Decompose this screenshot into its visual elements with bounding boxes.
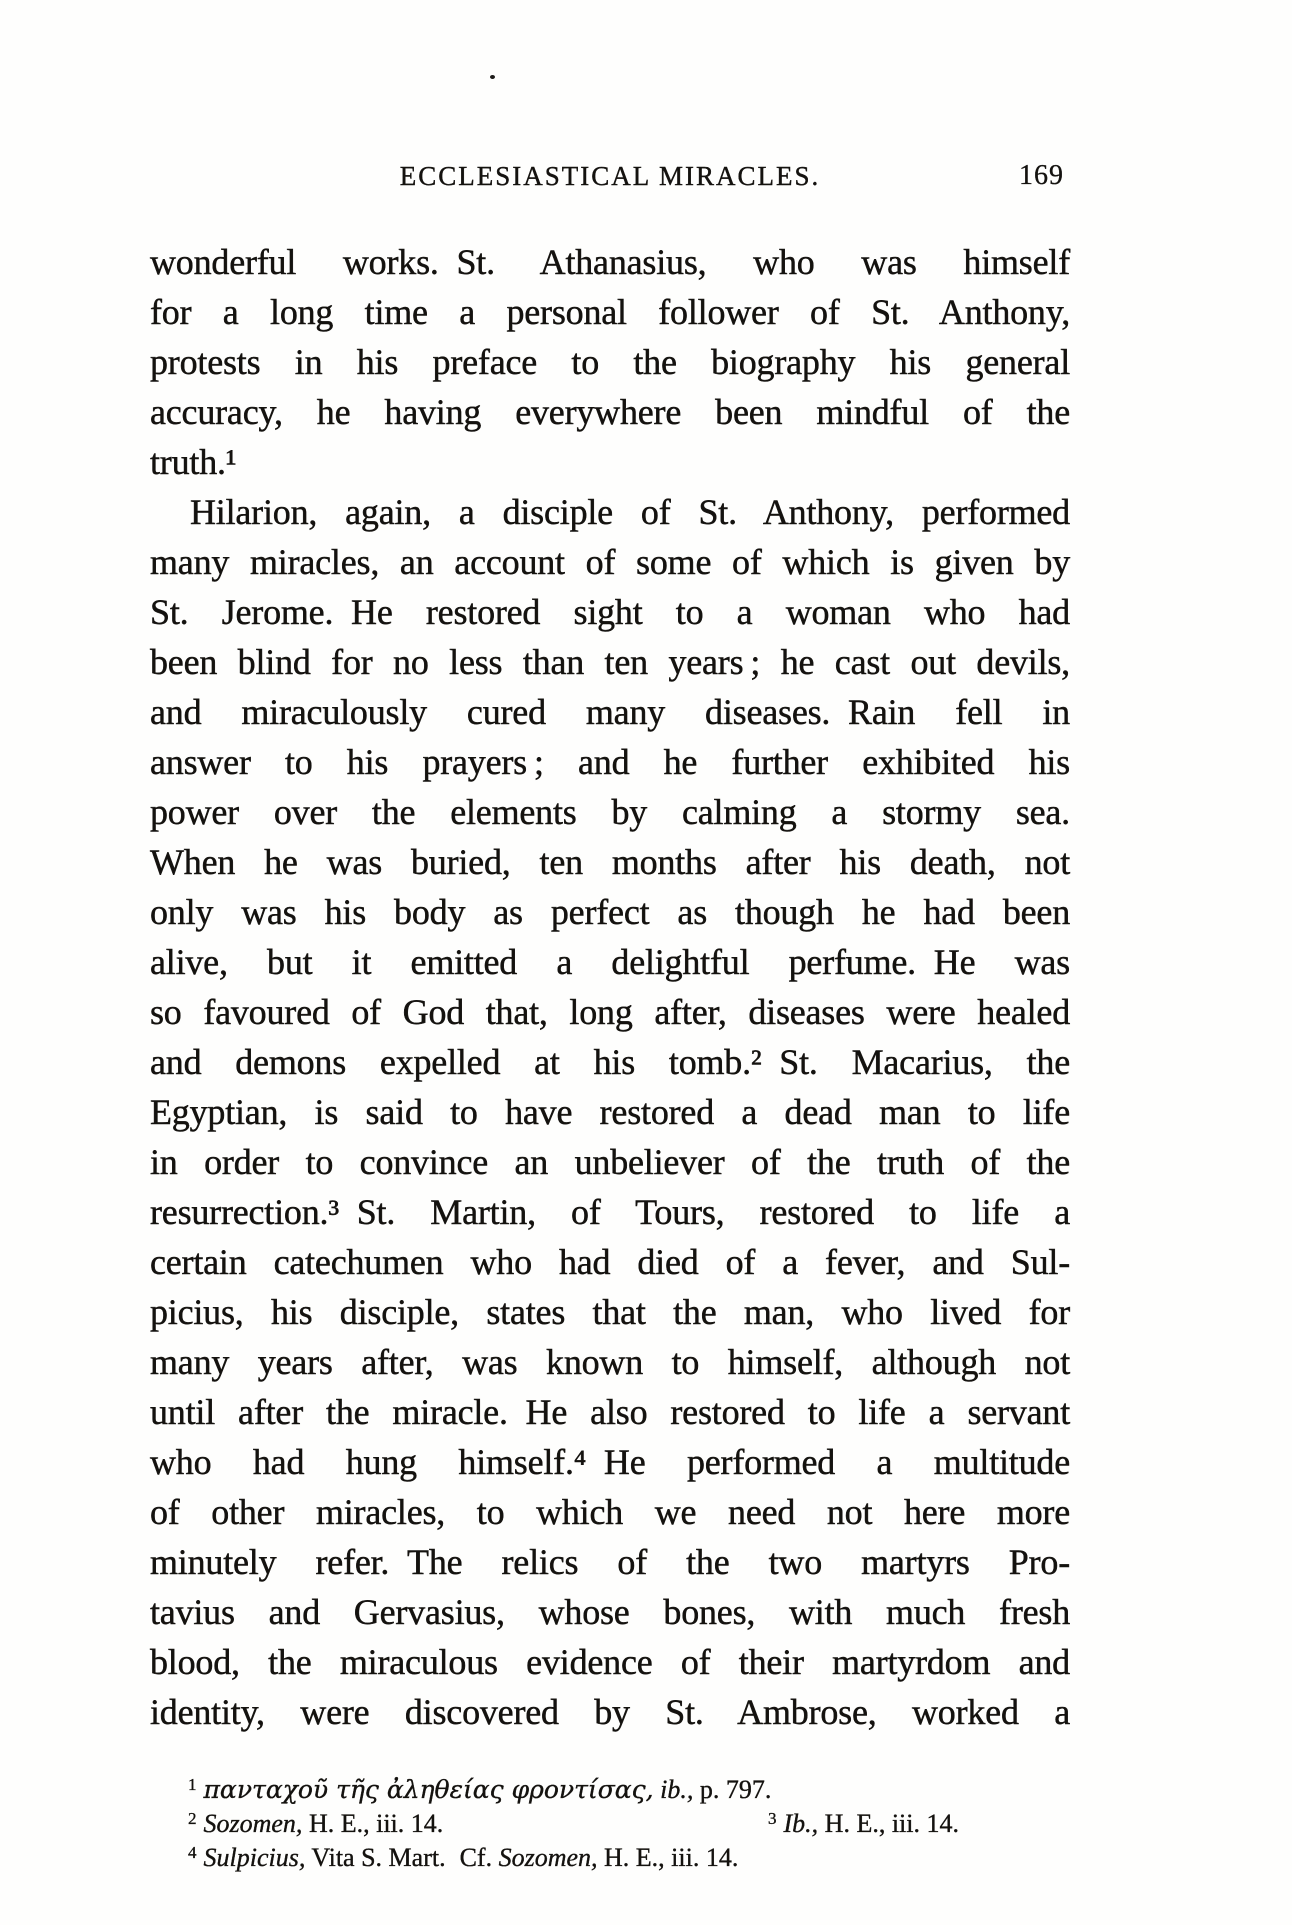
- footnote-citation: H. E., iii. 14.: [308, 1809, 444, 1838]
- body-line-paragraph-end: truth.¹: [150, 442, 237, 482]
- footnote-3: [768, 1807, 959, 1844]
- footnote-citation: H. E., iii. 14.: [604, 1843, 739, 1872]
- body-line: identity, were discovered by St. Ambrose, worked a: [150, 1692, 1070, 1732]
- body-line: St. Jerome. He restored sight to a woman who had: [150, 592, 1070, 632]
- body-line: power over the elements by calming a stormy sea.: [150, 792, 1070, 832]
- page-title: ECCLESIASTICAL MIRACLES.: [399, 161, 821, 191]
- body-line-paragraph-start: Hilarion, again, a disciple of St. Anthony, performed: [190, 492, 1070, 532]
- body-line: who had hung himself.⁴ He performed a multitude: [150, 1442, 1070, 1482]
- body-line: in order to convince an unbeliever of the truth of the: [150, 1142, 1070, 1182]
- footnote-source: Sozomen,: [498, 1843, 598, 1872]
- footnote-citation: H. E., iii. 14.: [824, 1809, 960, 1838]
- body-line: accuracy, he having everywhere been mindful of the: [150, 392, 1070, 432]
- footnote-marker: 2: [188, 1809, 197, 1828]
- body-line: for a long time a personal follower of St. Anthony,: [150, 292, 1070, 332]
- body-line: so favoured of God that, long after, diseases were healed: [150, 992, 1070, 1032]
- body-line: many years after, was known to himself, although not: [150, 1342, 1070, 1382]
- ink-speck-artifact: [490, 75, 495, 79]
- body-line: wonderful works. St. Athanasius, who was himself: [150, 242, 1070, 282]
- footnote-page-ref: p. 797.: [699, 1775, 772, 1804]
- body-line: and demons expelled at his tomb.² St. Macarius, the: [150, 1042, 1070, 1082]
- footnotes: [150, 1773, 1070, 1875]
- footnote-source: Ib.,: [783, 1809, 819, 1838]
- body-line: picius, his disciple, states that the man, who lived for: [150, 1292, 1070, 1332]
- footnote-4: [150, 1841, 1070, 1875]
- footnote-work-title: Vita S. Mart.: [311, 1843, 446, 1872]
- body-line: resurrection.³ St. Martin, of Tours, restored to life a: [150, 1192, 1070, 1232]
- body-line: protests in his preface to the biography his general: [150, 342, 1070, 382]
- body-line: until after the miracle. He also restored to life a servant: [150, 1392, 1070, 1432]
- body-line: tavius and Gervasius, whose bones, with much fresh: [150, 1592, 1070, 1632]
- body-line: many miracles, an account of some of which is given by: [150, 542, 1070, 582]
- running-header: [150, 156, 1070, 196]
- footnote-source: Sulpicius,: [203, 1843, 306, 1872]
- footnote-ref-abbrev: ib.,: [660, 1775, 694, 1804]
- body-line: minutely refer. The relics of the two martyrs Pro-: [150, 1542, 1070, 1582]
- body-line: and miraculously cured many diseases. Rain fell in: [150, 692, 1070, 732]
- body-line: alive, but it emitted a delightful perfume. He was: [150, 942, 1070, 982]
- body-line: answer to his prayers ; and he further exhibited his: [150, 742, 1070, 782]
- page-number: 169: [1019, 160, 1064, 191]
- body-text: [150, 237, 1070, 1737]
- footnote-source: Sozomen,: [203, 1809, 303, 1838]
- footnote-2-and-3: [150, 1807, 1070, 1841]
- body-line: certain catechumen who had died of a fever, and Sul-: [150, 1242, 1070, 1282]
- body-line: When he was buried, ten months after his death, not: [150, 842, 1070, 882]
- footnote-marker: 4: [188, 1843, 197, 1862]
- body-line: Egyptian, is said to have restored a dead man to life: [150, 1092, 1070, 1132]
- body-line: blood, the miraculous evidence of their martyrdom and: [150, 1642, 1070, 1682]
- body-line: only was his body as perfect as though he had been: [150, 892, 1070, 932]
- footnote-marker: 1: [188, 1775, 197, 1794]
- footnote-1: [150, 1773, 1070, 1807]
- footnote-marker: 3: [768, 1809, 777, 1828]
- footnote-cf: Cf.: [459, 1843, 493, 1872]
- body-line: of other miracles, to which we need not here more: [150, 1492, 1070, 1532]
- body-line: been blind for no less than ten years ; he cast out devils,: [150, 642, 1070, 682]
- footnote-greek-citation: πανταχοῦ τῆς ἀληθείας φροντίσας,: [203, 1775, 654, 1804]
